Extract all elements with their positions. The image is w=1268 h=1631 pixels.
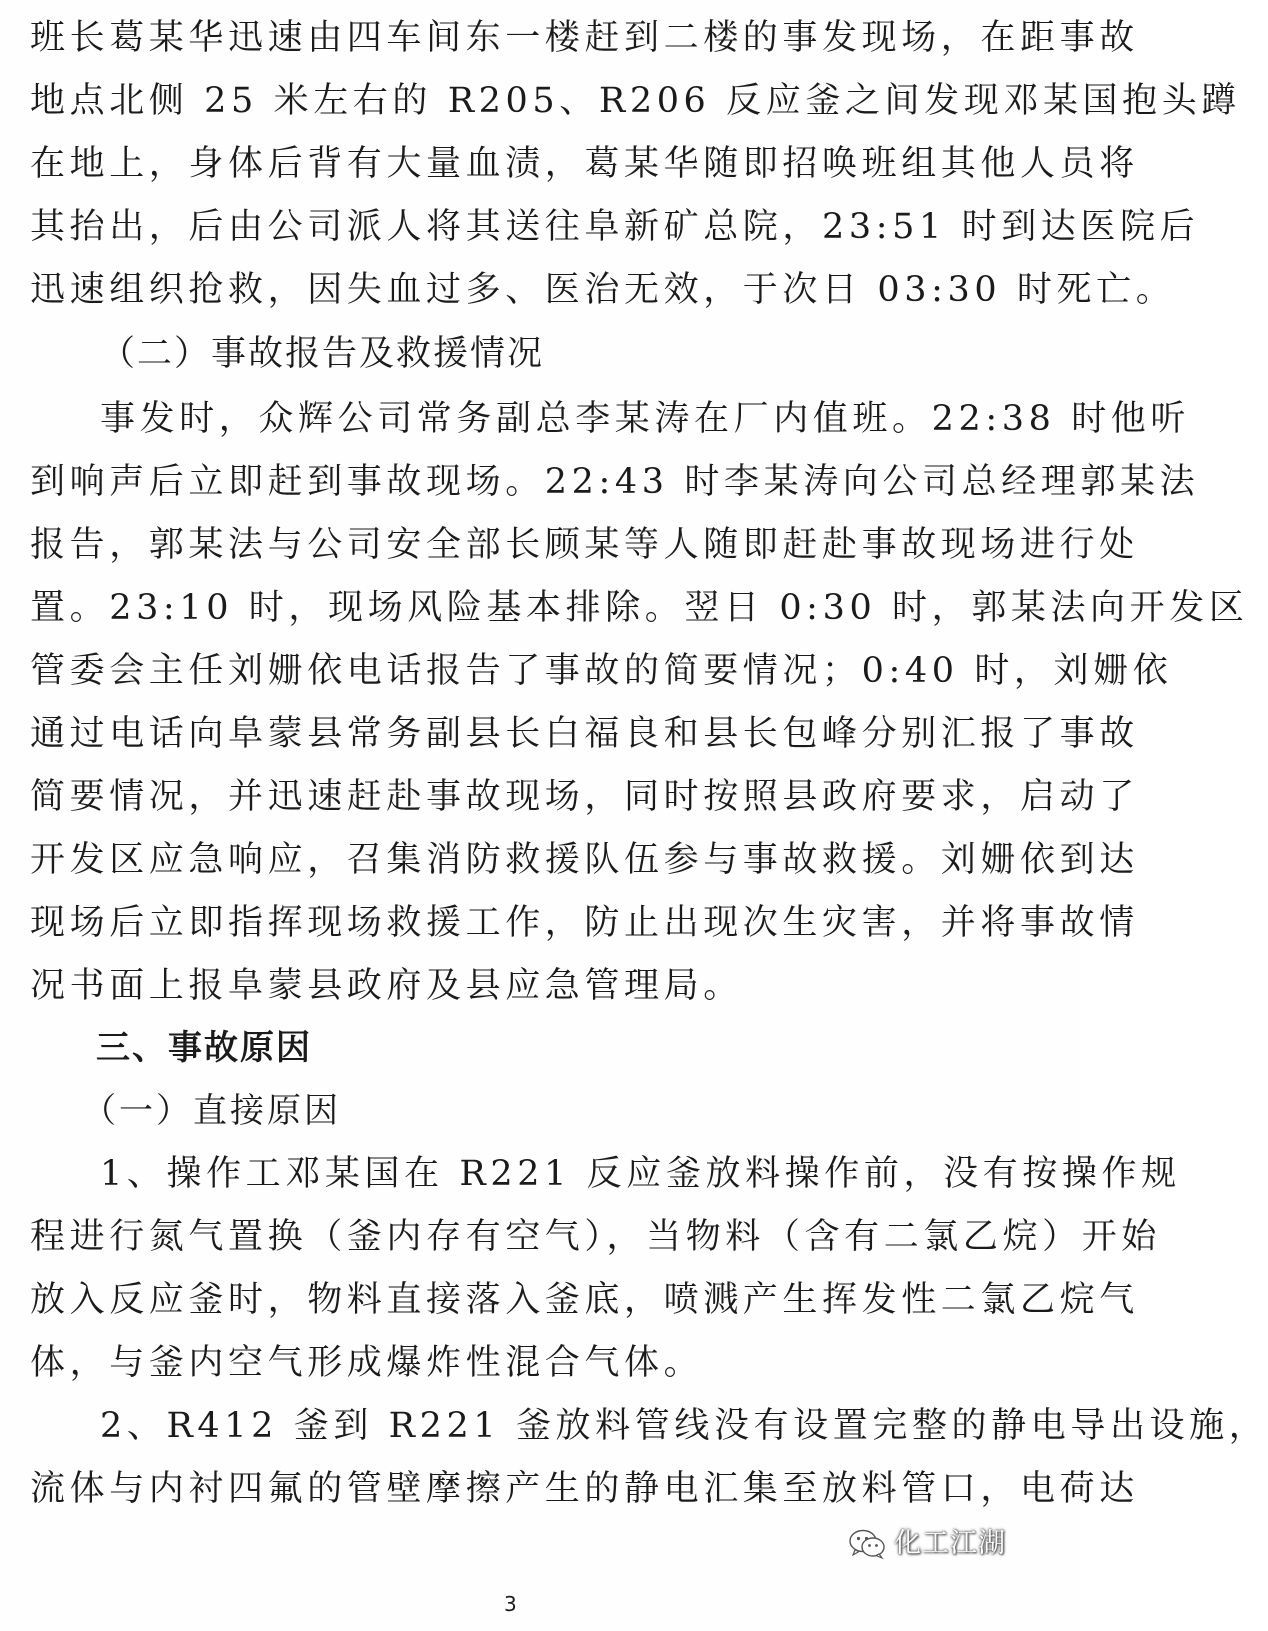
paragraph-1-line-1: 班长葛某华迅速由四车间东一楼赶到二楼的事发现场，在距事故	[30, 18, 1139, 58]
page-number: 3	[504, 1592, 517, 1616]
paragraph-4-line-2: 流体与内衬四氟的管壁摩擦产生的静电汇集至放料管口，电荷达	[30, 1469, 1139, 1509]
paragraph-2-line-8: 开发区应急响应，召集消防救援队伍参与事故救援。刘姗依到达	[30, 840, 1139, 880]
paragraph-2-line-7: 简要情况，并迅速赶赴事故现场，同时按照县政府要求，启动了	[30, 777, 1139, 817]
paragraph-2-line-10: 况书面上报阜蒙县政府及县应急管理局。	[30, 966, 743, 1006]
section-2-heading: （二）事故报告及救援情况	[100, 334, 545, 374]
paragraph-2-line-5: 管委会主任刘姗依电话报告了事故的简要情况；0:40 时，刘姗依	[30, 651, 1173, 691]
wechat-watermark	[848, 1524, 1006, 1564]
paragraph-3-line-2: 程进行氮气置换（釜内存有空气），当物料（含有二氯乙烷）开始	[30, 1217, 1161, 1257]
paragraph-3-line-3: 放入反应釜时，物料直接落入釜底，喷溅产生挥发性二氯乙烷气	[30, 1280, 1139, 1320]
paragraph-4-line-1: 2、R412 釜到 R221 釜放料管线没有设置完整的静电导出设施，	[100, 1406, 1268, 1446]
paragraph-2-line-2: 到响声后立即赶到事故现场。22:43 时李某涛向公司总经理郭某法	[30, 462, 1200, 502]
paragraph-1-line-2: 地点北侧 25 米左右的 R205、R206 反应釜之间发现邓某国抱头蹲	[30, 81, 1241, 121]
paragraph-2-line-1: 事发时，众辉公司常务副总李某涛在厂内值班。22:38 时他听	[100, 399, 1190, 439]
paragraph-3-line-1: 1、操作工邓某国在 R221 反应釜放料操作前，没有按操作规	[100, 1154, 1181, 1194]
section-3-heading: 三、事故原因	[96, 1028, 312, 1068]
paragraph-2-line-6: 通过电话向阜蒙县常务副县长白福良和县长包峰分别汇报了事故	[30, 714, 1139, 754]
paragraph-2-line-4: 置。23:10 时，现场风险基本排除。翌日 0:30 时，郭某法向开发区	[30, 588, 1249, 628]
wechat-icon	[848, 1528, 886, 1560]
paragraph-2-line-3: 报告，郭某法与公司安全部长顾某等人随即赶赴事故现场进行处	[30, 525, 1139, 565]
paragraph-1-line-5: 迅速组织抢救，因失血过多、医治无效，于次日 03:30 时死亡。	[30, 270, 1176, 310]
paragraph-3-line-4: 体，与釜内空气形成爆炸性混合气体。	[30, 1343, 704, 1383]
paragraph-2-line-9: 现场后立即指挥现场救援工作，防止出现次生灾害，并将事故情	[30, 903, 1139, 943]
paragraph-1-line-3: 在地上，身体后背有大量血渍，葛某华随即招唤班组其他人员将	[30, 144, 1139, 184]
paragraph-1-line-4: 其抬出，后由公司派人将其送往阜新矿总院，23:51 时到达医院后	[30, 207, 1200, 247]
subsection-1-heading: （一）直接原因	[82, 1091, 341, 1131]
watermark-text: 化工江湖	[894, 1528, 1006, 1559]
